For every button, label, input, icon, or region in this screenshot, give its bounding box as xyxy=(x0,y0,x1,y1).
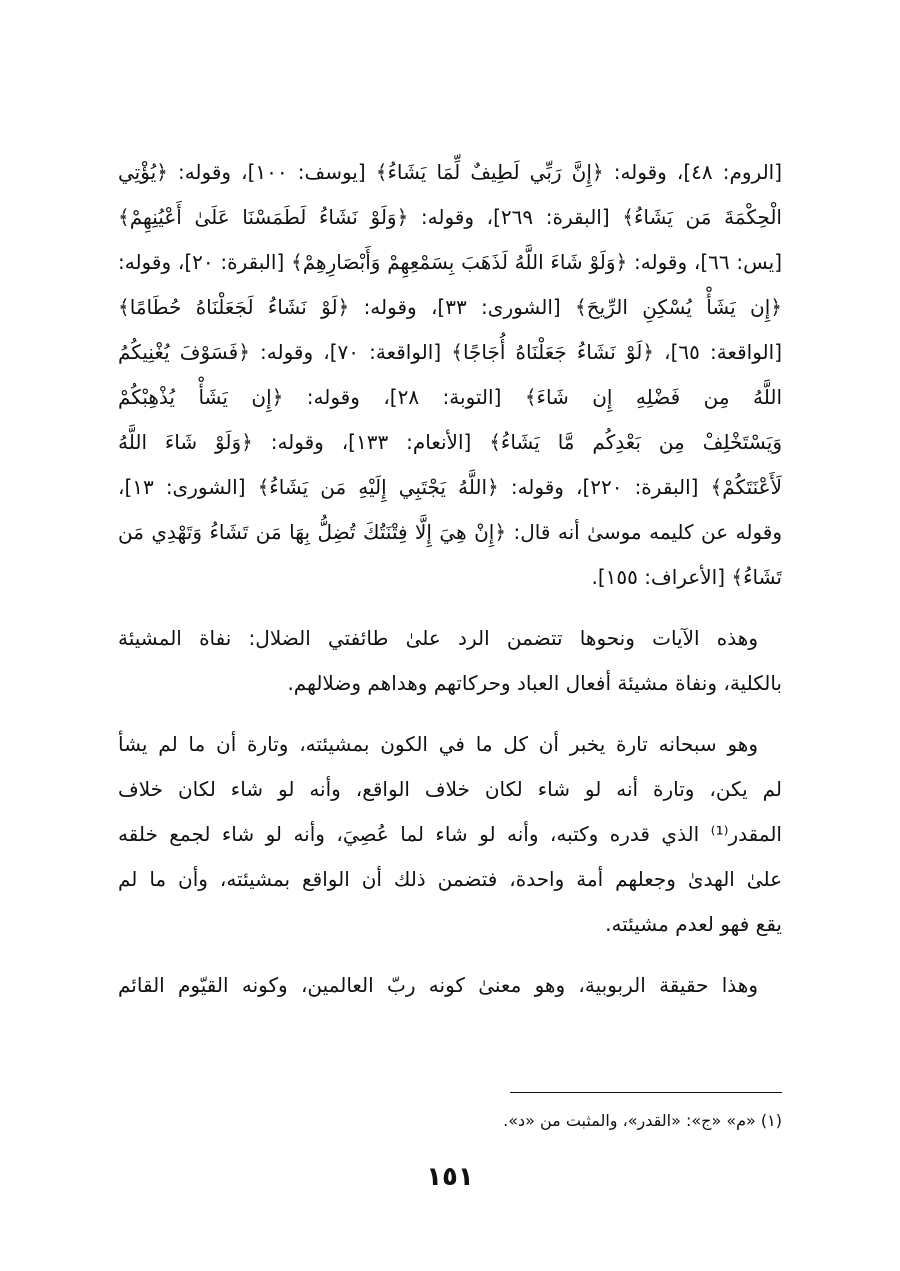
text-line: وهذه الآيات ونحوها تتضمن الرد علىٰ طائفتي الضلال: نفاة المشيئة xyxy=(118,626,758,650)
text-line: وهذا حقيقة الربوبية، وهو معنىٰ كونه ربّ العالمين، وكونه القيّوم القائم xyxy=(118,973,758,997)
text-line: لم يكن، وتارة أنه لو شاء لكان خلاف الواقع، وأنه لو شاء لكان خلاف xyxy=(118,777,782,801)
text-line: وَيَسْتَخْلِفْ مِن بَعْدِكُم مَّا يَشَاءُ﴾ [الأنعام: ١٣٣]، وقوله: ﴿وَلَوْ شَاءَ اللَّهُ xyxy=(118,430,782,454)
text-line: الْحِكْمَةَ مَن يَشَاءُ﴾ [البقرة: ٢٦٩]، وقوله: ﴿وَلَوْ نَشَاءُ لَطَمَسْنَا عَلَىٰ أَعْيُنِهِمْ﴾ xyxy=(118,205,782,229)
text-line: وقوله عن كليمه موسىٰ أنه قال: ﴿إِنْ هِيَ إِلَّا فِتْنَتُكَ تُضِلُّ بِهَا مَن تَشَاءُ وَتَهْدِي مَن xyxy=(118,520,782,544)
page-number: ١٥١ xyxy=(426,1162,474,1192)
text-line: بالكلية، ونفاة مشيئة أفعال العباد وحركاتهم وهداهم وضلالهم. xyxy=(287,671,782,695)
page-body xyxy=(118,150,782,1008)
text-line: [الواقعة: ٦٥]، ﴿لَوْ نَشَاءُ جَعَلْنَاهُ أُجَاجًا﴾ [الواقعة: ٧٠]، وقوله: ﴿فَسَوْفَ يُغْنِيكُمُ xyxy=(118,340,782,364)
text-line: المقدر⁽¹⁾ الذي قدره وكتبه، وأنه لو شاء لما عُصِيَ، وأنه لو شاء لجمع خلقه xyxy=(118,822,782,846)
text-line: اللَّهُ مِن فَضْلِهِ إِن شَاءَ﴾ [التوبة: ٢٨]، وقوله: ﴿إِن يَشَأْ يُذْهِبْكُمْ xyxy=(118,385,782,409)
text-line: تَشَاءُ﴾ [الأعراف: ١٥٥]. xyxy=(591,565,782,589)
text-line: يقع فهو لعدم مشيئته. xyxy=(605,912,782,936)
paragraph-divine-will xyxy=(118,722,782,947)
text-line: وهو سبحانه تارة يخبر أن كل ما في الكون بمشيئته، وتارة أن ما لم يشأ xyxy=(118,732,758,756)
paragraph-quran-citations xyxy=(118,150,782,600)
footnote: (١) «م» «ج»: «القدر»، والمثبت من «د». xyxy=(503,1111,782,1130)
footnote-divider xyxy=(510,1092,782,1093)
text-line: [يس: ٦٦]، وقوله: ﴿وَلَوْ شَاءَ اللَّهُ لَذَهَبَ بِسَمْعِهِمْ وَأَبْصَارِهِمْ﴾ [البقرة: ٢٠]، وقوله: xyxy=(118,250,782,274)
paragraph-lordship xyxy=(118,963,782,1008)
text-line: [الروم: ٤٨]، وقوله: ﴿إِنَّ رَبِّي لَطِيفٌ لِّمَا يَشَاءُ﴾ [يوسف: ١٠٠]، وقوله: ﴿يُؤْتِي xyxy=(118,160,782,184)
text-line: ﴿إِن يَشَأْ يُسْكِنِ الرِّيحَ﴾ [الشورى: ٣٣]، وقوله: ﴿لَوْ نَشَاءُ لَجَعَلْنَاهُ حُطَامًا﴾ xyxy=(118,295,782,319)
paragraph-two-sects xyxy=(118,616,782,706)
text-line: علىٰ الهدىٰ وجعلهم أمة واحدة، فتضمن ذلك أن الواقع بمشيئته، وأن ما لم xyxy=(118,867,782,891)
text-line: لَأَعْنَتَكُمْ﴾ [البقرة: ٢٢٠]، وقوله: ﴿اللَّهُ يَجْتَبِي إِلَيْهِ مَن يَشَاءُ﴾ [الشورى: ١٣]، xyxy=(118,475,782,499)
